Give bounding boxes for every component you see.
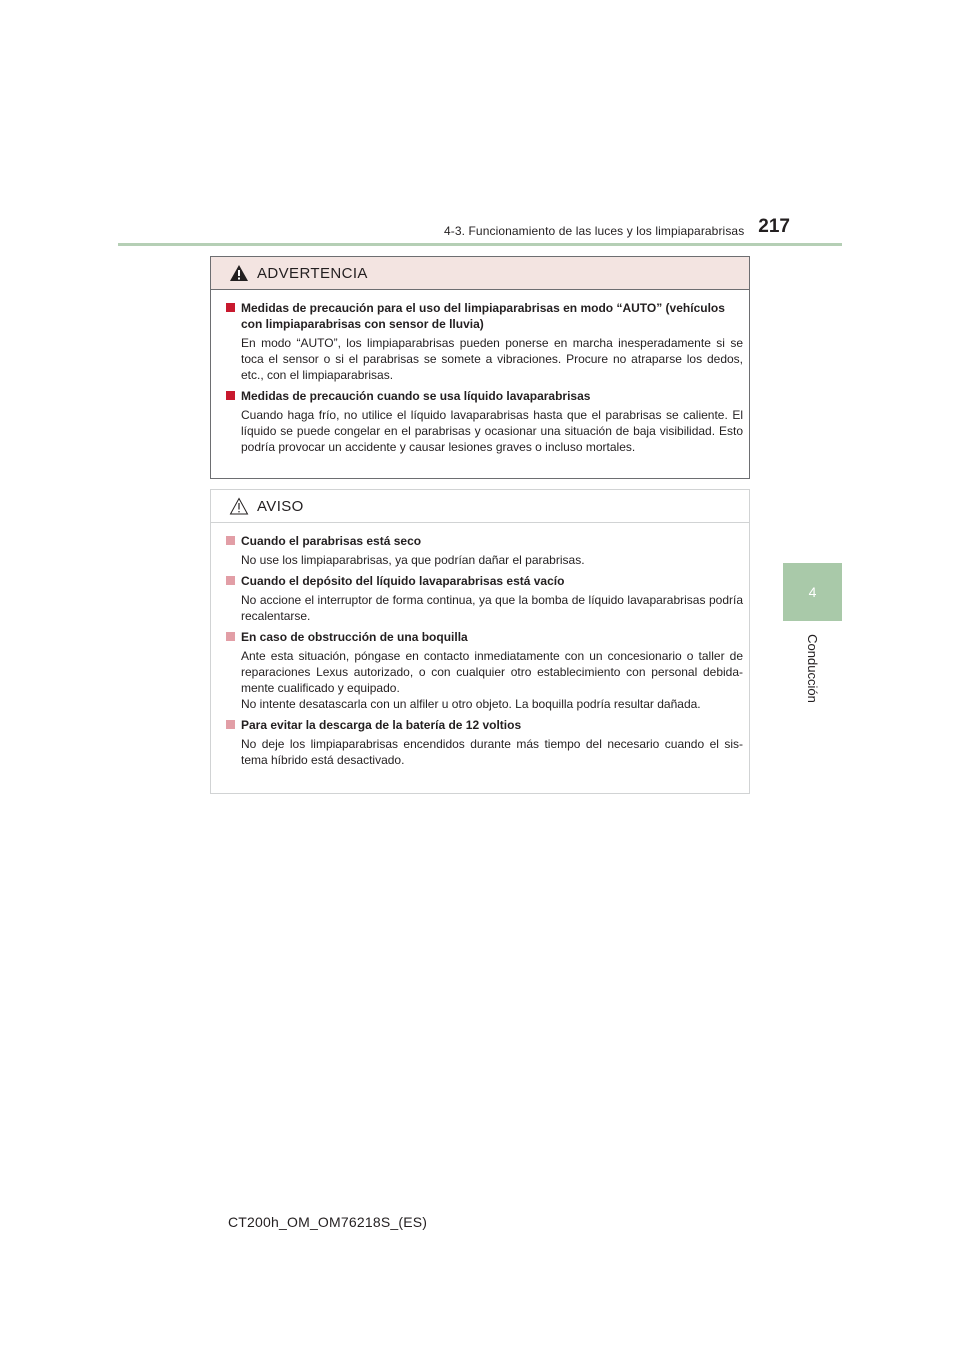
notice-item	[225, 717, 743, 768]
notice-item-heading: Cuando el depósito del líquido lavaparabrisas está vacío	[241, 574, 565, 588]
notice-box-body	[211, 523, 749, 768]
section-title: 4-3. Funcionamiento de las luces y los limpiaparabrisas	[443, 224, 745, 238]
warning-item-text: Cuando haga frío, no utilice el líquido lavaparabrisas hasta que el parabrisas se caliente. El líquido se puede congelar en el parabrisas y ocasionar una situación de baja visibilidad. Esto podría provocar un accidente y causar lesiones graves o incluso mortales.	[241, 408, 743, 454]
square-bullet-icon	[226, 632, 235, 641]
notice-item-heading: Para evitar la descarga de la batería de 12 voltios	[241, 718, 522, 732]
warning-triangle-icon	[229, 264, 249, 282]
notice-item-heading: Cuando el parabrisas está seco	[241, 534, 422, 548]
chapter-number: 4	[808, 584, 817, 600]
warning-box	[210, 256, 750, 479]
notice-item-text: No accione el interruptor de forma continua, ya que la bomba de líquido lavaparabrisas podría recalentarse.	[241, 593, 743, 623]
notice-item-text: No deje los limpiaparabrisas encendidos durante más tiempo del necesario cuando el sis- tema híbrido está desactivado.	[241, 737, 743, 767]
warning-item	[225, 388, 743, 455]
square-bullet-icon	[226, 391, 235, 400]
warning-title: ADVERTENCIA	[257, 264, 368, 282]
notice-item	[225, 573, 743, 624]
square-bullet-icon	[226, 576, 235, 585]
header-rule	[118, 243, 842, 246]
notice-item-text: No use los limpiaparabrisas, ya que podrían dañar el parabrisas.	[241, 553, 585, 567]
notice-item-heading: En caso de obstrucción de una boquilla	[241, 630, 468, 644]
warning-box-body	[211, 290, 749, 455]
warning-item-heading: Medidas de precaución para el uso del limpiaparabrisas en modo “AUTO” (vehículos con limpiaparabrisas con sensor de lluvia)	[241, 301, 725, 331]
chapter-label: Conducción	[805, 633, 820, 703]
notice-item-text: No intente desatascarla con un alfiler u otro objeto. La boquilla podría resultar dañada.	[241, 697, 701, 711]
notice-item	[225, 533, 743, 568]
square-bullet-icon	[226, 720, 235, 729]
chapter-tab	[783, 563, 842, 621]
notice-box	[210, 489, 750, 794]
warning-item-heading: Medidas de precaución cuando se usa líquido lavaparabrisas	[241, 389, 591, 403]
square-bullet-icon	[226, 536, 235, 545]
notice-item-text: Ante esta situación, póngase en contacto inmediatamente con un concesionario o taller de reparaciones Lexus autorizado, o con cualquier otro establecimiento con personal debida- mente cualificado y equipado.	[241, 649, 743, 695]
caution-triangle-outline-icon	[229, 497, 249, 515]
notice-title: AVISO	[257, 497, 304, 515]
chapter-label-container	[783, 628, 842, 708]
notice-box-header	[211, 490, 749, 523]
warning-item	[225, 300, 743, 383]
warning-box-header	[211, 257, 749, 290]
square-bullet-icon	[226, 303, 235, 312]
notice-item	[225, 629, 743, 712]
warning-item-text: En modo “AUTO”, los limpiaparabrisas pueden ponerse en marcha inesperadamente si se toca el sensor o si el parabrisas se somete a vibraciones. Procure no atraparse los dedos, etc., con el limpiaparabrisas.	[241, 336, 743, 382]
document-code: CT200h_OM_OM76218S_(ES)	[228, 1214, 428, 1230]
page-number: 217	[758, 216, 790, 237]
page-header	[0, 214, 790, 238]
